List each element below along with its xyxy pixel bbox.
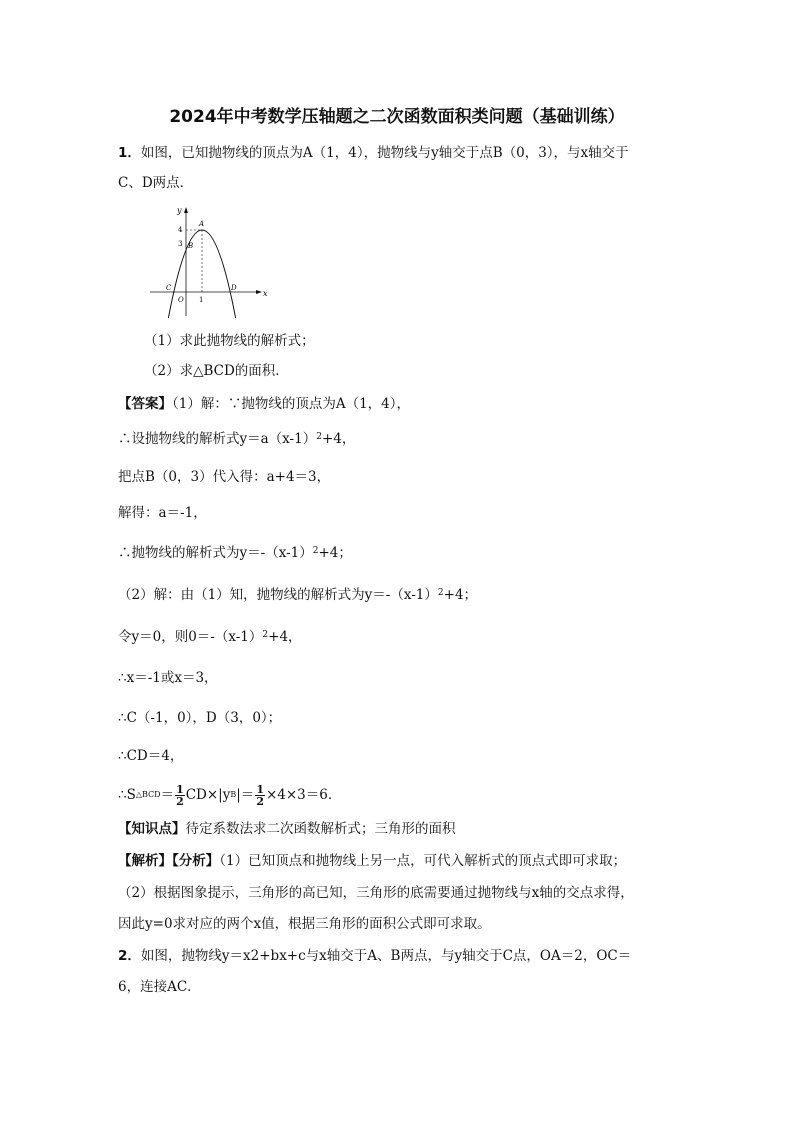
q1-number: 1． xyxy=(118,145,141,161)
point-A-label: A xyxy=(199,220,205,228)
answer-5-sup: 2 xyxy=(312,546,319,556)
yb-subscript: B xyxy=(230,790,237,799)
answer-line-5 xyxy=(118,543,352,563)
y-axis-label: y xyxy=(177,206,182,215)
answer-line-3: 把点B（0，3）代入得：a+4＝3， xyxy=(118,469,331,485)
fraction-1-numerator: 1 xyxy=(176,783,184,796)
knowledge-point-line xyxy=(118,819,456,839)
point-C-label: C xyxy=(166,284,172,292)
fraction-2-denominator: 2 xyxy=(256,795,264,808)
fraction-1-denominator: 2 xyxy=(176,795,184,808)
area-subscript: △BCD xyxy=(135,790,161,799)
answer-6-sup: 2 xyxy=(437,588,444,598)
analysis-label: 【解析】【分析】 xyxy=(118,853,220,869)
q2-text: 如图，抛物线y＝x2+bx+c与x轴交于A、B两点，与y轴交于C点，OA＝2，OC＝ xyxy=(140,948,632,964)
answer-line-8: ∴x＝-1或x＝3， xyxy=(118,670,218,686)
q1-line1 xyxy=(118,143,629,163)
answer-line-2 xyxy=(118,429,355,449)
knowledge-point-text: 待定系数法求二次函数解析式；三角形的面积 xyxy=(185,821,456,837)
analysis-line-3: 因此y=0求对应的两个x值，根据三角形的面积公式即可求取。 xyxy=(118,916,491,932)
tick-4: 4 xyxy=(178,226,183,234)
answer-line-9: ∴C（-1，0），D（3，0）； xyxy=(118,710,282,726)
answer-line-1 xyxy=(118,394,410,414)
q1-part1: （1）求此抛物线的解析式； xyxy=(144,333,315,349)
origin-label: O xyxy=(178,296,184,304)
q1-part2: （2）求△BCD的面积． xyxy=(144,363,289,379)
analysis-text-1: （1）已知顶点和抛物线上另一点，可代入解析式的顶点式即可求取； xyxy=(219,853,627,869)
answer-5-pre: ∴抛物线的解析式为y＝-（x-1） xyxy=(118,545,313,561)
knowledge-point-label: 【知识点】 xyxy=(118,821,186,837)
answer-label: 【答案】 xyxy=(118,396,172,412)
answer-5-post: +4； xyxy=(318,545,352,561)
page-title: 2024年中考数学压轴题之二次函数面积类问题（基础训练） xyxy=(169,107,625,127)
x-axis-arrow xyxy=(256,290,262,294)
answer-line-10: ∴CD＝4， xyxy=(118,748,184,764)
answer-2-sup: 2 xyxy=(316,432,322,442)
answer-6-post: +4； xyxy=(443,587,478,603)
q2-line2: 6，连接AC． xyxy=(118,979,201,995)
area-symbol: ∴S xyxy=(118,787,136,803)
answer-line-11 xyxy=(118,782,341,808)
point-B-label: B xyxy=(188,242,194,250)
x-axis-label: x xyxy=(263,289,268,298)
answer-2-pre: ∴设抛物线的解析式y＝a（x-1） xyxy=(118,431,317,447)
answer-2-post: +4， xyxy=(321,431,356,447)
answer-line-4: 解得：a＝-1， xyxy=(118,505,207,521)
q1-parabola-figure xyxy=(150,204,270,318)
q1-line2: C、D两点． xyxy=(118,175,194,191)
equals-2: |＝ xyxy=(236,787,255,803)
answer-7-sup: 2 xyxy=(262,630,269,640)
fraction-half-2 xyxy=(255,784,265,807)
q2-line1 xyxy=(118,946,631,966)
fraction-half-1 xyxy=(175,784,185,807)
q1-text: 如图，已知抛物线的顶点为A（1，4），抛物线与y轴交于点B（0，3），与x轴交于 xyxy=(140,145,629,161)
point-D-label: D xyxy=(231,284,237,292)
answer-11-result: ×4×3＝6． xyxy=(265,787,342,803)
answer-line-7 xyxy=(118,627,302,647)
q2-number: 2． xyxy=(118,948,141,964)
answer-11-cd: CD×|y xyxy=(185,787,231,803)
answer-text-1: （1）解：∵抛物线的顶点为A（1，4）， xyxy=(172,396,411,412)
answer-7-pre: 令y＝0，则0＝-（x-1） xyxy=(118,629,263,645)
answer-6-pre: （2）解：由（1）知，抛物线的解析式为y＝-（x-1） xyxy=(118,587,438,603)
answer-line-6 xyxy=(118,585,477,605)
answer-7-post: +4， xyxy=(268,629,302,645)
equals-1: ＝ xyxy=(160,787,175,803)
tick-1: 1 xyxy=(199,296,204,304)
fraction-2-numerator: 1 xyxy=(256,783,264,796)
analysis-line-2: （2）根据图象提示，三角形的高已知，三角形的底需要通过抛物线与x轴的交点求得， xyxy=(118,885,634,901)
analysis-line-1 xyxy=(118,851,626,871)
tick-3: 3 xyxy=(178,240,183,248)
y-axis-arrow xyxy=(184,207,188,213)
